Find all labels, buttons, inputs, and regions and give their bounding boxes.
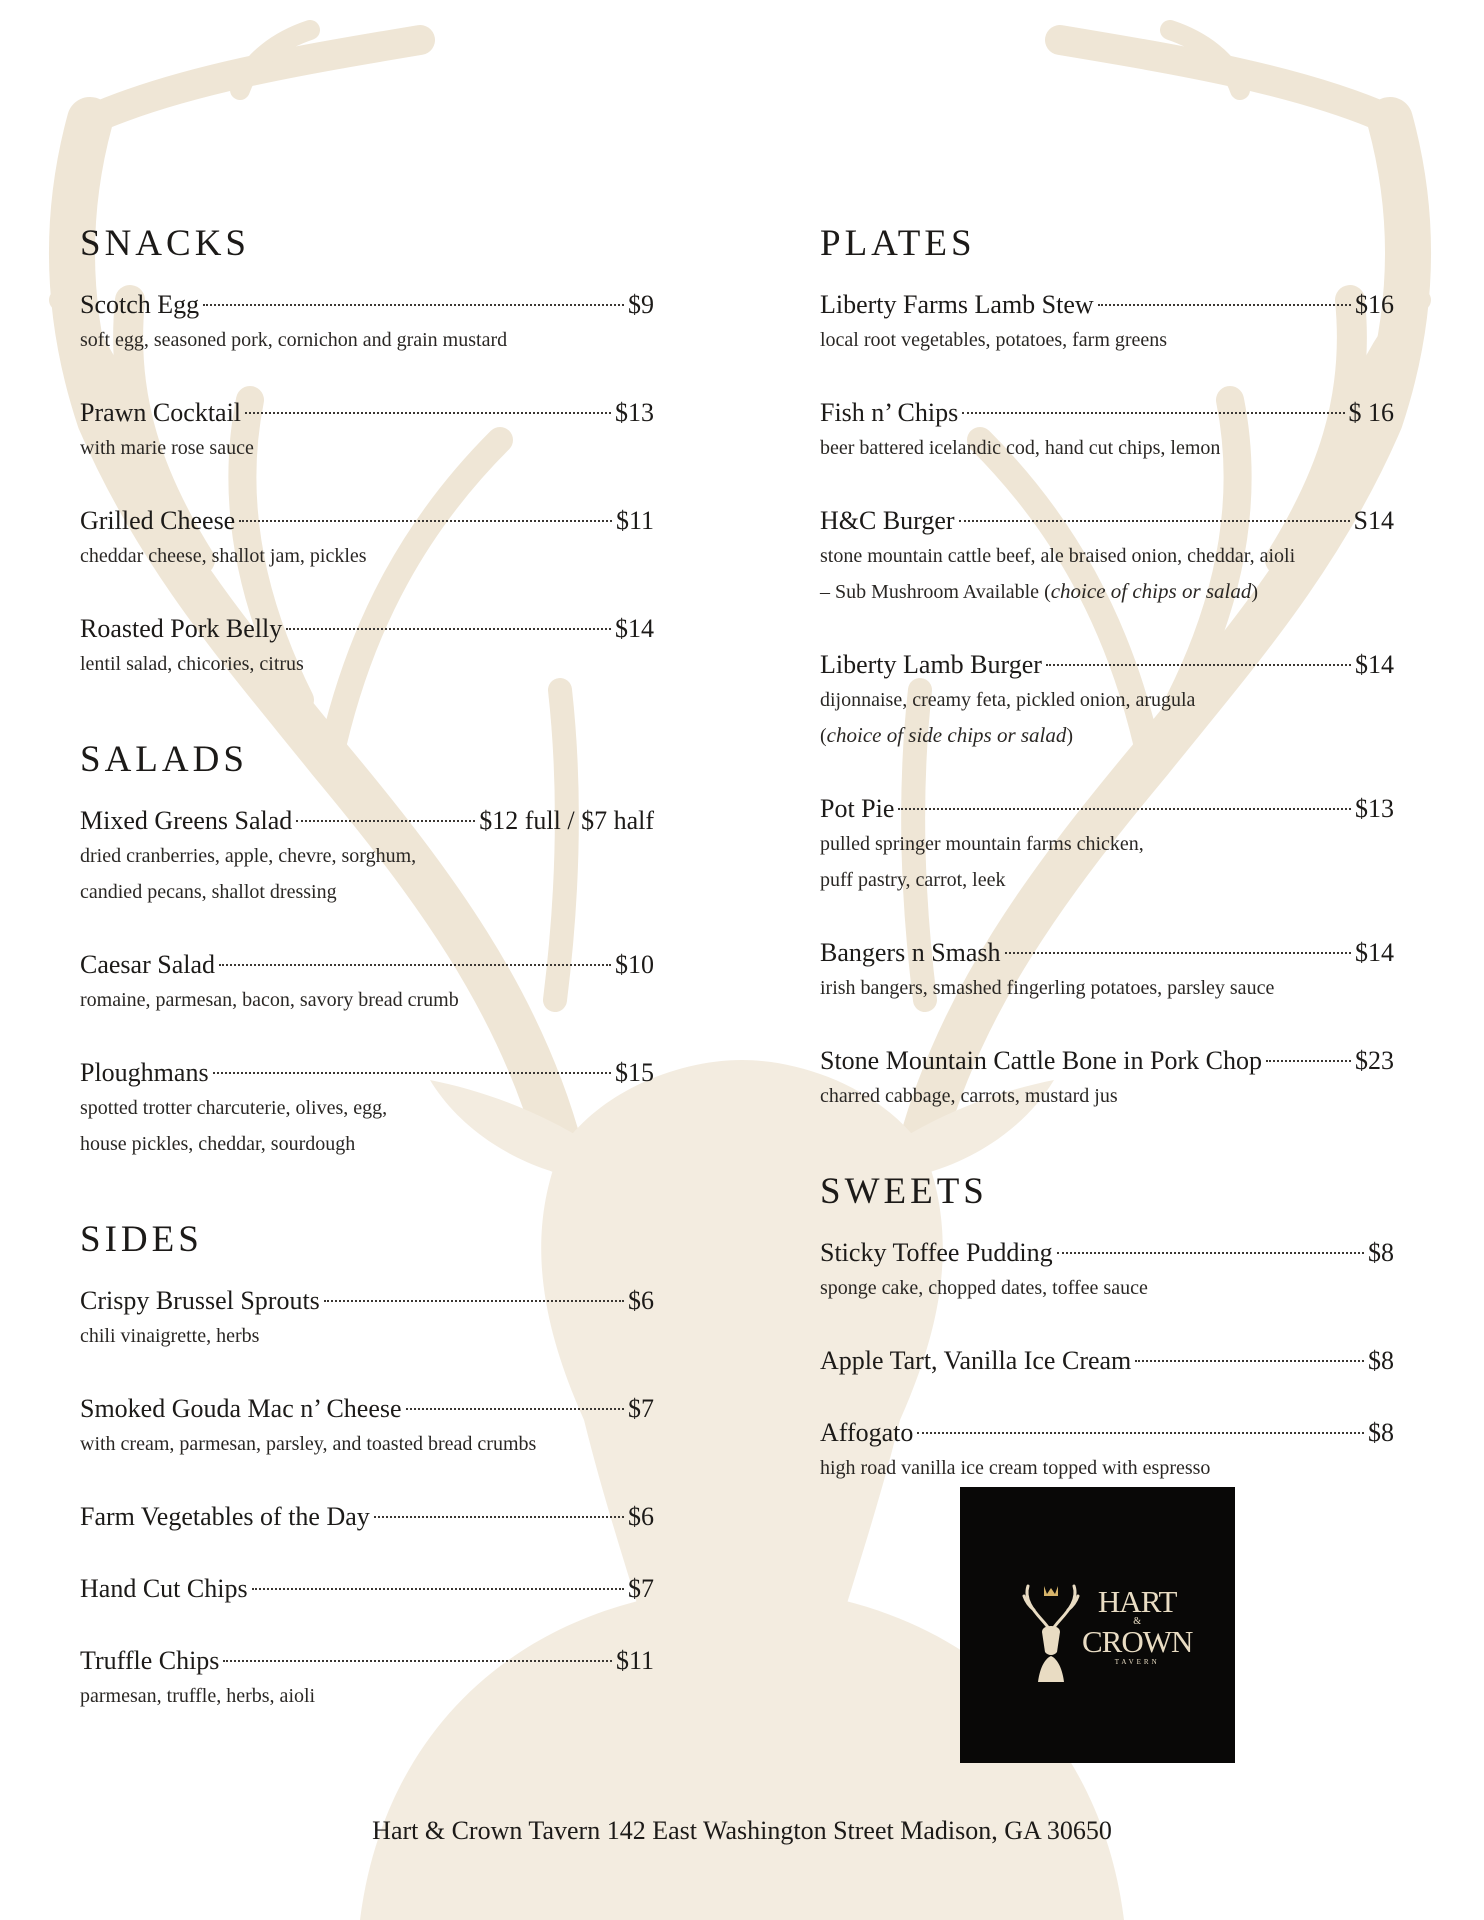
menu-item-line — [820, 936, 1394, 970]
logo-hart: HART — [1097, 1584, 1177, 1619]
menu-item — [80, 612, 654, 682]
dot-leader — [1135, 1360, 1364, 1362]
menu-item-name: Sticky Toffee Pudding — [820, 1238, 1053, 1267]
menu-item-note — [820, 718, 1394, 754]
dot-leader — [286, 628, 611, 630]
menu-item-name: Roasted Pork Belly — [80, 614, 283, 643]
menu-item-description: romaine, parmesan, bacon, savory bread crumb — [80, 989, 459, 1011]
dot-leader — [245, 412, 611, 414]
menu-item-name: Bangers n Smash — [820, 938, 1001, 967]
menu-item — [80, 1056, 654, 1162]
menu-item-price: $7 — [628, 1394, 654, 1423]
menu-item-line — [80, 1056, 654, 1090]
menu-item-name: Affogato — [820, 1418, 914, 1447]
menu-item-price: $7 — [628, 1574, 654, 1603]
dot-leader — [324, 1300, 624, 1302]
menu-item-name: Caesar Salad — [80, 950, 216, 979]
menu-item-line — [820, 1416, 1394, 1450]
section-title-plates: PLATES — [820, 223, 976, 264]
note-prefix: – Sub Mushroom Available ( — [820, 581, 1051, 603]
dot-leader — [203, 304, 624, 306]
menu-item-name: Liberty Lamb Burger — [820, 650, 1042, 679]
menu-item-description: chili vinaigrette, herbs — [80, 1325, 260, 1347]
menu-item-description: beer battered icelandic cod, hand cut chips, lemon — [820, 437, 1221, 459]
menu-item-price: $15 — [615, 1058, 654, 1087]
menu-item-line — [80, 504, 654, 538]
menu-item-price: $8 — [1368, 1418, 1394, 1447]
menu-item-description: with cream, parmesan, parsley, and toasted bread crumbs — [80, 1433, 537, 1455]
dot-leader — [213, 1072, 611, 1074]
note-italic: choice of side chips or salad — [826, 723, 1067, 747]
menu-item-line — [820, 504, 1394, 538]
menu-item-description: cheddar cheese, shallot jam, pickles — [80, 545, 367, 567]
menu-item-name: Scotch Egg — [80, 290, 200, 319]
menu-item-price: $ 16 — [1348, 398, 1394, 427]
menu-item — [80, 504, 654, 574]
menu-item-description: spotted trotter charcuterie, olives, egg, — [80, 1097, 388, 1119]
menu-item — [820, 1236, 1394, 1306]
menu-item-description: dijonnaise, creamy feta, pickled onion, arugula — [820, 689, 1196, 711]
section-title-sides: SIDES — [80, 1219, 203, 1260]
menu-item-description: with marie rose sauce — [80, 437, 254, 459]
menu-item-name: Pot Pie — [820, 794, 895, 823]
menu-item-price: $9 — [628, 290, 654, 319]
menu-item — [820, 1044, 1394, 1114]
menu-item-name: Mixed Greens Salad — [80, 806, 293, 835]
menu-item-line — [80, 1392, 654, 1426]
dot-leader — [296, 820, 475, 822]
menu-item-line — [820, 1236, 1394, 1270]
dot-leader — [898, 808, 1351, 810]
footer-address: Hart & Crown Tavern 142 East Washington Street Madison, GA 30650 — [372, 1816, 1112, 1845]
dot-leader — [239, 520, 612, 522]
section-spacer — [80, 720, 654, 738]
menu-item-price: S14 — [1353, 506, 1394, 535]
menu-item-description: local root vegetables, potatoes, farm greens — [820, 329, 1168, 351]
menu-item-line — [820, 1344, 1394, 1378]
dot-leader — [962, 412, 1344, 414]
menu-item-description: candied pecans, shallot dressing — [80, 881, 337, 903]
menu-item-name: Hand Cut Chips — [80, 1574, 248, 1603]
menu-item-line — [80, 612, 654, 646]
menu-item-name: Smoked Gouda Mac n’ Cheese — [80, 1394, 402, 1423]
menu-item-description: high road vanilla ice cream topped with espresso — [820, 1457, 1211, 1479]
dot-leader — [1057, 1252, 1364, 1254]
menu-item-line — [80, 288, 654, 322]
menu-item — [820, 288, 1394, 358]
menu-item-description: parmesan, truffle, herbs, aioli — [80, 1685, 316, 1707]
menu-item — [80, 804, 654, 910]
menu-item-line — [80, 1284, 654, 1318]
dot-leader — [959, 520, 1350, 522]
note-italic: choice of chips or salad — [1050, 579, 1252, 603]
menu-item-price: $16 — [1355, 290, 1394, 319]
menu-item-price: $8 — [1368, 1346, 1394, 1375]
dot-leader — [917, 1432, 1364, 1434]
dot-leader — [252, 1588, 624, 1590]
dot-leader — [374, 1516, 624, 1518]
dot-leader — [1098, 304, 1351, 306]
menu-item-name: Liberty Farms Lamb Stew — [820, 290, 1094, 319]
menu-item — [820, 648, 1394, 754]
menu-item-line — [80, 1500, 654, 1534]
menu-item-name: Apple Tart, Vanilla Ice Cream — [820, 1346, 1132, 1375]
menu-item-name: H&C Burger — [820, 506, 955, 535]
menu-item-line — [80, 396, 654, 430]
menu-item-description: house pickles, cheddar, sourdough — [80, 1133, 356, 1155]
menu-item-line — [80, 804, 654, 838]
menu-item-line — [80, 1644, 654, 1678]
menu-item-line — [820, 288, 1394, 322]
logo-ampersand: & — [1133, 1616, 1142, 1627]
menu-item — [820, 1344, 1394, 1378]
logo-crown: CROWN — [1082, 1624, 1193, 1659]
menu-item — [820, 1416, 1394, 1486]
left-column — [80, 222, 654, 1752]
dot-leader — [219, 964, 611, 966]
section-spacer — [820, 1152, 1394, 1170]
section-title-sweets: SWEETS — [820, 1171, 988, 1212]
dot-leader — [223, 1660, 612, 1662]
menu-item-price: $10 — [615, 950, 654, 979]
menu-item-name: Crispy Brussel Sprouts — [80, 1286, 320, 1315]
menu-item — [820, 504, 1394, 610]
menu-item-description: dried cranberries, apple, chevre, sorghum, — [80, 845, 417, 867]
menu-item — [80, 948, 654, 1018]
menu-item-line — [80, 1572, 654, 1606]
menu-item-line — [820, 648, 1394, 682]
menu-item — [80, 1284, 654, 1354]
menu-item-name: Prawn Cocktail — [80, 398, 242, 427]
menu-item-note — [820, 574, 1394, 610]
menu-item-price: $6 — [628, 1286, 654, 1315]
menu-item-price: $8 — [1368, 1238, 1394, 1267]
menu-item-price: $23 — [1355, 1046, 1394, 1075]
dot-leader — [1005, 952, 1351, 954]
menu-item-price: $11 — [615, 506, 654, 535]
menu-item-line — [80, 948, 654, 982]
menu-item-description: charred cabbage, carrots, mustard jus — [820, 1085, 1118, 1107]
menu-item — [80, 1644, 654, 1714]
menu-item-price: $6 — [628, 1502, 654, 1531]
menu-item-line — [820, 396, 1394, 430]
menu-item-price: $11 — [615, 1646, 654, 1675]
menu-item — [820, 936, 1394, 1006]
menu-item-name: Fish n’ Chips — [820, 398, 959, 427]
menu-item-description: soft egg, seasoned pork, cornichon and grain mustard — [80, 329, 508, 351]
logo-tagline: TAVERN — [1114, 1658, 1160, 1666]
menu-item-description: sponge cake, chopped dates, toffee sauce — [820, 1277, 1148, 1299]
menu-item-description: puff pastry, carrot, leek — [820, 869, 1006, 891]
menu-item-name: Truffle Chips — [80, 1646, 220, 1675]
dot-leader — [1266, 1060, 1351, 1062]
menu-item-price: $13 — [615, 398, 654, 427]
menu-item — [80, 1500, 654, 1534]
menu-item-description: irish bangers, smashed fingerling potatoes, parsley sauce — [820, 977, 1275, 999]
menu-item — [820, 792, 1394, 898]
menu-item-name: Farm Vegetables of the Day — [80, 1502, 370, 1531]
dot-leader — [406, 1408, 624, 1410]
stag-emblem-icon — [1018, 1582, 1084, 1682]
menu-item-price: $14 — [1355, 650, 1394, 679]
menu-item-description: pulled springer mountain farms chicken, — [820, 833, 1144, 855]
menu-item-name: Ploughmans — [80, 1058, 209, 1087]
note-prefix: ( — [820, 725, 827, 747]
section-title-salads: SALADS — [80, 739, 248, 780]
menu-item — [80, 1392, 654, 1462]
menu-item — [80, 1572, 654, 1606]
menu-item-price: $14 — [615, 614, 654, 643]
menu-item-description: stone mountain cattle beef, ale braised onion, cheddar, aioli — [820, 545, 1296, 567]
dot-leader — [1046, 664, 1351, 666]
hart-crown-logo — [960, 1487, 1235, 1763]
section-spacer — [80, 1200, 654, 1218]
menu-item — [820, 396, 1394, 466]
menu-item-price: $12 full / $7 half — [479, 806, 654, 835]
menu-item-line — [820, 1044, 1394, 1078]
menu-item-price: $13 — [1355, 794, 1394, 823]
menu-item-name: Grilled Cheese — [80, 506, 236, 535]
menu-item-line — [820, 792, 1394, 826]
note-suffix: ) — [1066, 725, 1074, 747]
menu-item-description: lentil salad, chicories, citrus — [80, 653, 304, 675]
section-title-snacks: SNACKS — [80, 223, 250, 264]
menu-item-price: $14 — [1355, 938, 1394, 967]
right-column — [820, 222, 1394, 1524]
menu-item-name: Stone Mountain Cattle Bone in Pork Chop — [820, 1046, 1262, 1075]
note-suffix: ) — [1251, 581, 1259, 603]
menu-item — [80, 396, 654, 466]
menu-item — [80, 288, 654, 358]
